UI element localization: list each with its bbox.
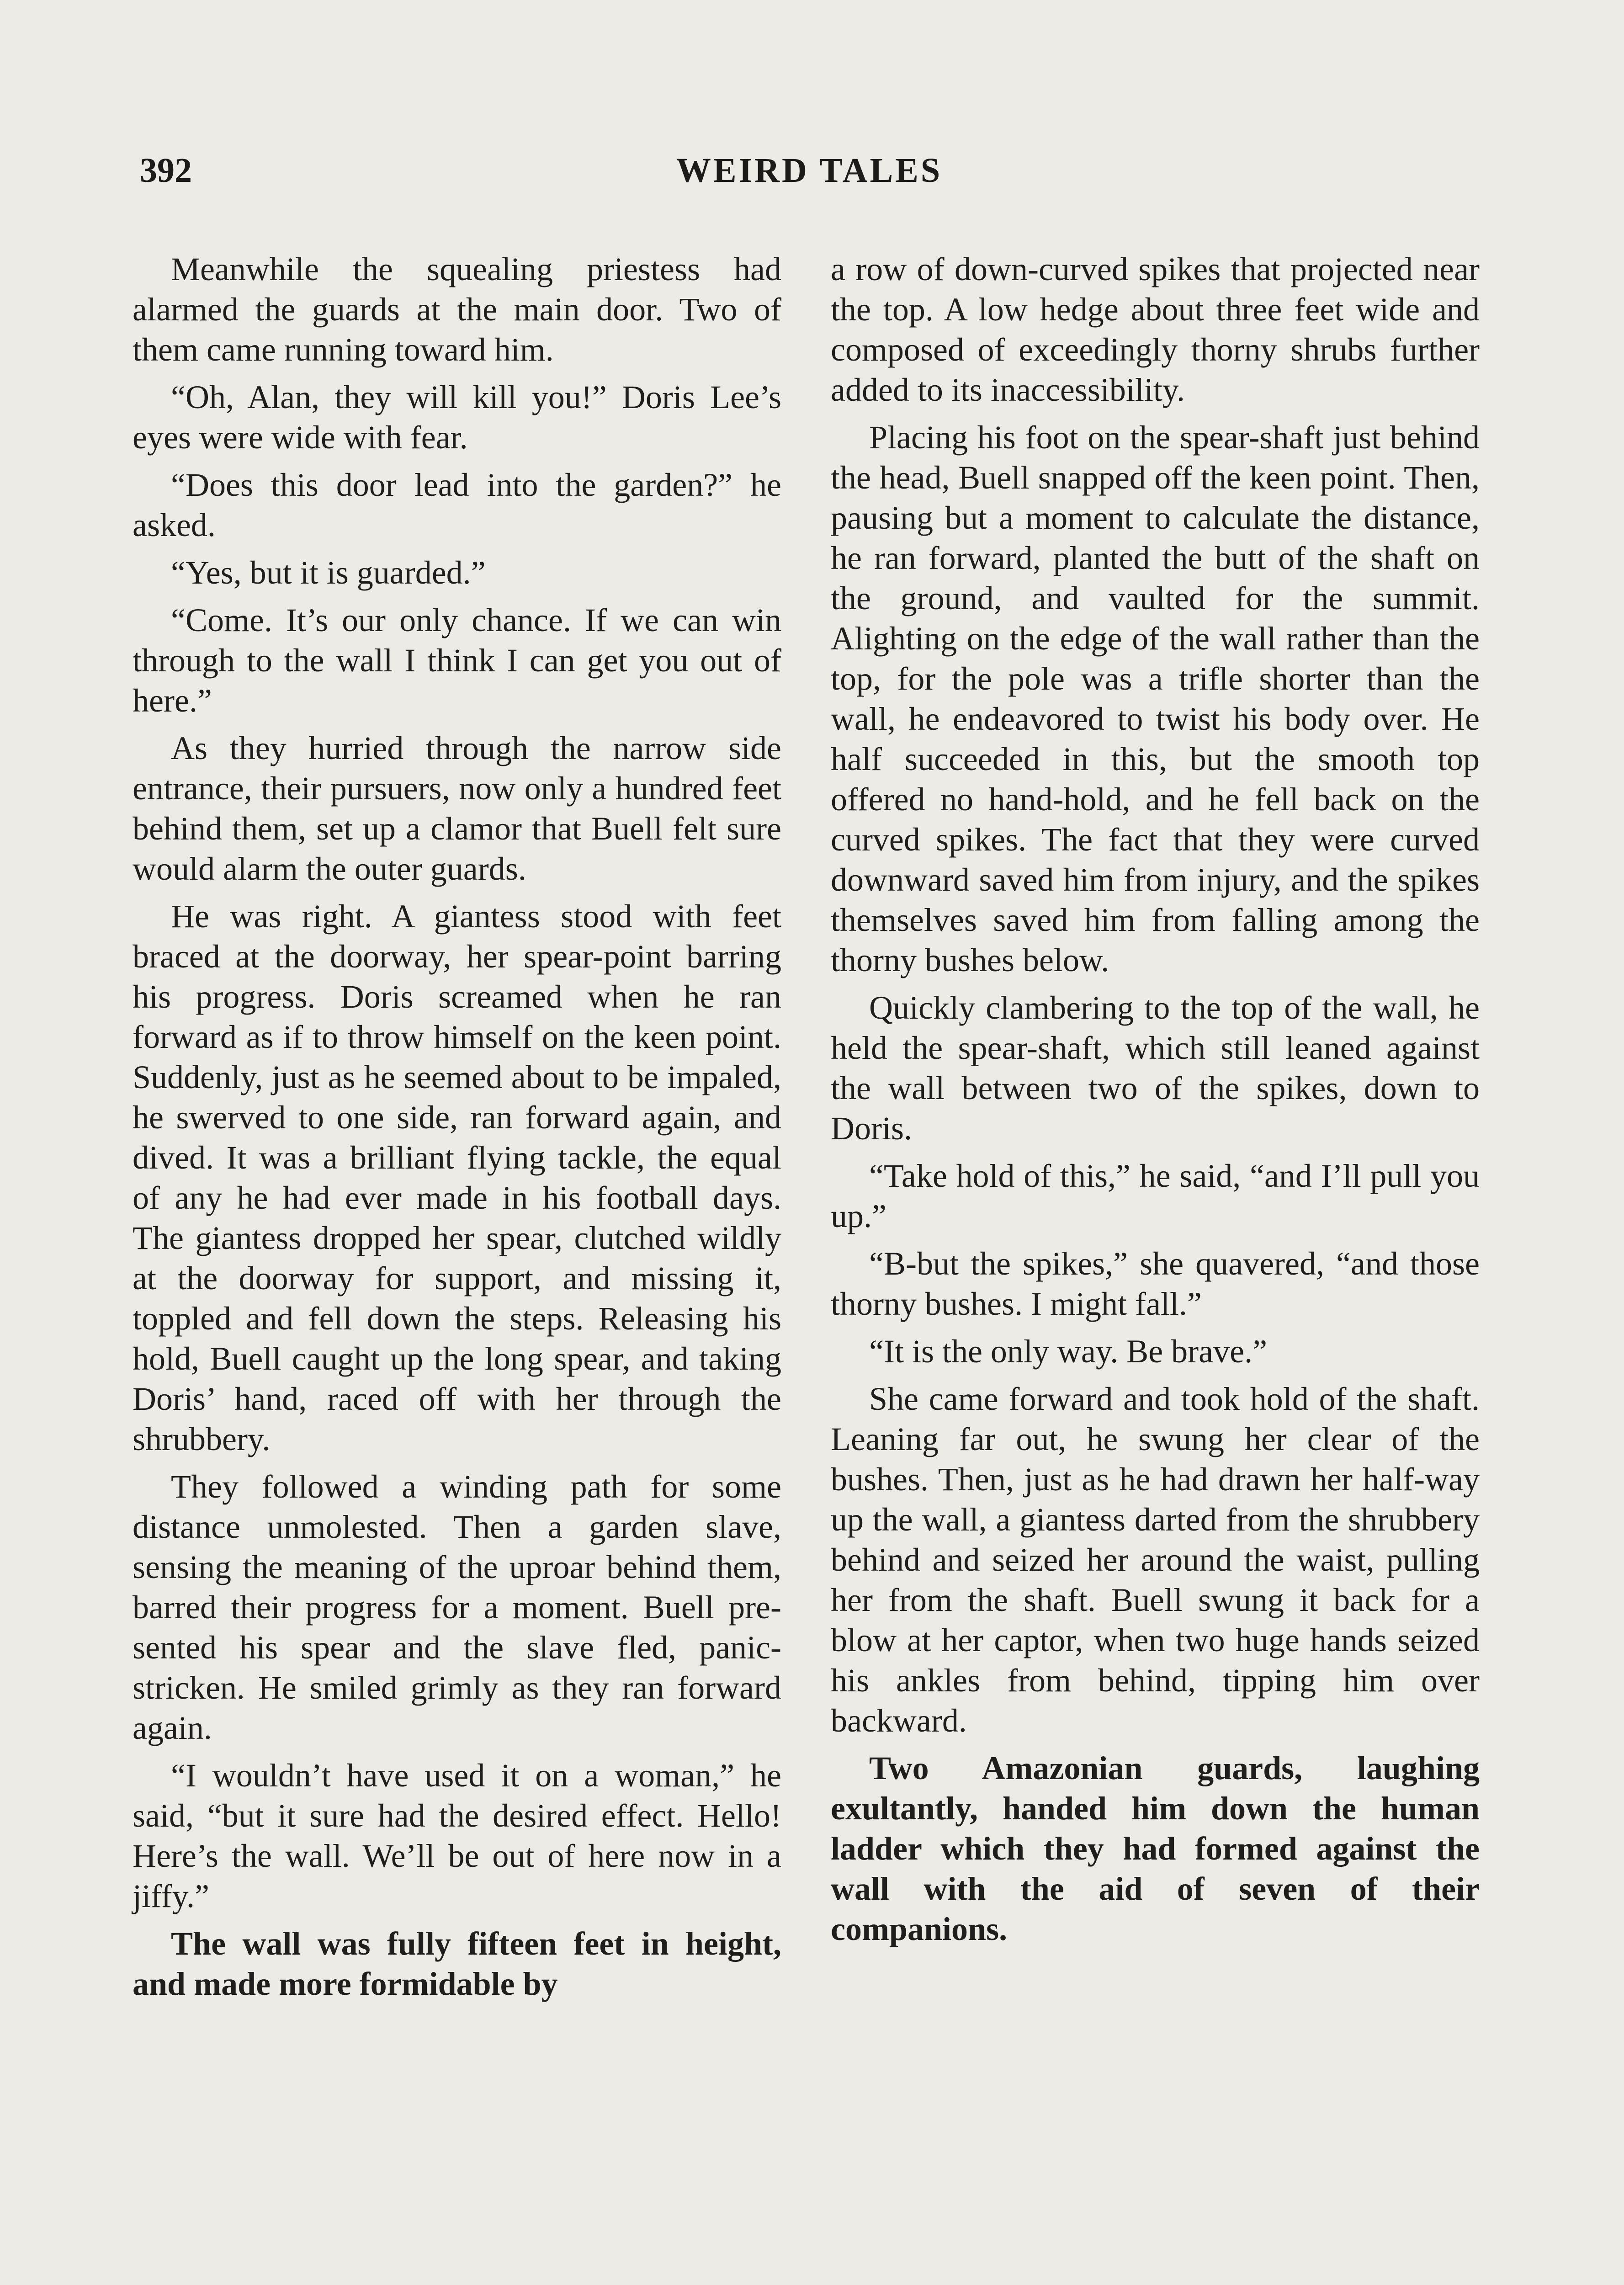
paragraph: As they hurried through the narrow side entrance, their pursuers, now only a hundred feet behind them, set up a clamor that Buell felt sure would alarm the outer guards.: [133, 730, 781, 887]
paragraph: “Yes, but it is guarded.”: [171, 554, 486, 591]
paragraph-continued: a row of down-curved spikes that projected near the top. A low hedge about three feet wide and composed of exceedingly thorny shrubs further added to its inaccessibility.: [831, 251, 1480, 408]
running-header: [140, 151, 1479, 206]
paragraph: “Take hold of this,” he said, “and I’ll pull you up.”: [831, 1158, 1480, 1234]
paragraph: The wall was fully fifteen feet in height, and made more formidable by: [133, 1925, 781, 2002]
right-text-column: [831, 249, 1480, 1956]
paragraph: “Does this door lead into the garden?” he asked.: [133, 467, 781, 543]
left-text-column: [133, 249, 781, 2011]
paragraph: Meanwhile the squealing priestess had alarmed the guards at the main door. Two of them came running toward him.: [133, 251, 781, 368]
page-number: 392: [140, 151, 192, 190]
paragraph: Placing his foot on the spear-shaft just behind the head, Buell snapped off the keen point. Then, pausing but a moment to calculate the distance, he ran forward, planted the butt of the shaft on the ground, and vaulted for the summit. Alighting on the edge of the wall rather than the top, for the pole was a trifle shorter than the wall, he endeavored to twist his body over. He half succeeded in this, but the smooth top offered no hand-hold, and he fell back on the curved spikes. The fact that they were curved downward saved him from injury, and the spikes themselves saved him from falling among the thorny bushes below.: [831, 419, 1480, 978]
paragraph: She came forward and took hold of the shaft. Leaning far out, he swung her clear of the bushes. Then, just as he had drawn her half-way up the wall, a giantess darted from the shrubbery behind and seized her around the waist, pulling her from the shaft. Buell swung it back for a blow at her captor, when two huge hands seized his ankles from behind, tipping him over backward.: [831, 1381, 1480, 1739]
paragraph: “B-but the spikes,” she quavered, “and those thorny bushes. I might fall.”: [831, 1245, 1480, 1322]
paragraph: Two Amazonian guards, laughing exultantly, handed him down the human ladder which they had formed against the wall with the aid of seven of their companions.: [831, 1750, 1480, 1947]
paragraph: Quickly clambering to the top of the wall, he held the spear-shaft, which still leaned against the wall between two of the spikes, down to Doris.: [831, 989, 1480, 1147]
paragraph: “It is the only way. Be brave.”: [869, 1333, 1268, 1370]
paragraph: “Come. It’s our only chance. If we can win through to the wall I think I can get you out of here.”: [133, 602, 781, 719]
magazine-title: WEIRD TALES: [676, 151, 943, 190]
paragraph: “Oh, Alan, they will kill you!” Doris Lee’s eyes were wide with fear.: [133, 379, 781, 456]
paragraph: “I wouldn’t have used it on a woman,” he said, “but it sure had the desired effect. Hello! Here’s the wall. We’ll be out of here now in a jiffy.”: [133, 1757, 781, 1914]
paragraph: He was right. A giantess stood with feet braced at the doorway, her spear-point barring his progress. Doris screamed when he ran forward as if to throw himself on the keen point. Suddenly, just as he seemed about to be impaled, he swerved to one side, ran forward again, and dived. It was a brilliant flying tackle, the equal of any he had ever made in his football days. The giantess dropped her spear, clutched wildly at the doorway for support, and missing it, toppled and fell down the steps. Releasing his hold, Buell caught up the long spear, and taking Doris’ hand, raced off with her through the shrubbery.: [133, 898, 781, 1457]
paragraph: They followed a winding path for some distance unmolested. Then a garden slave, sensing the meaning of the uproar behind them, barred their progress for a moment. Buell presented his spear and the slave fled, panic-stricken. He smiled grimly as they ran forward again.: [133, 1468, 781, 1746]
